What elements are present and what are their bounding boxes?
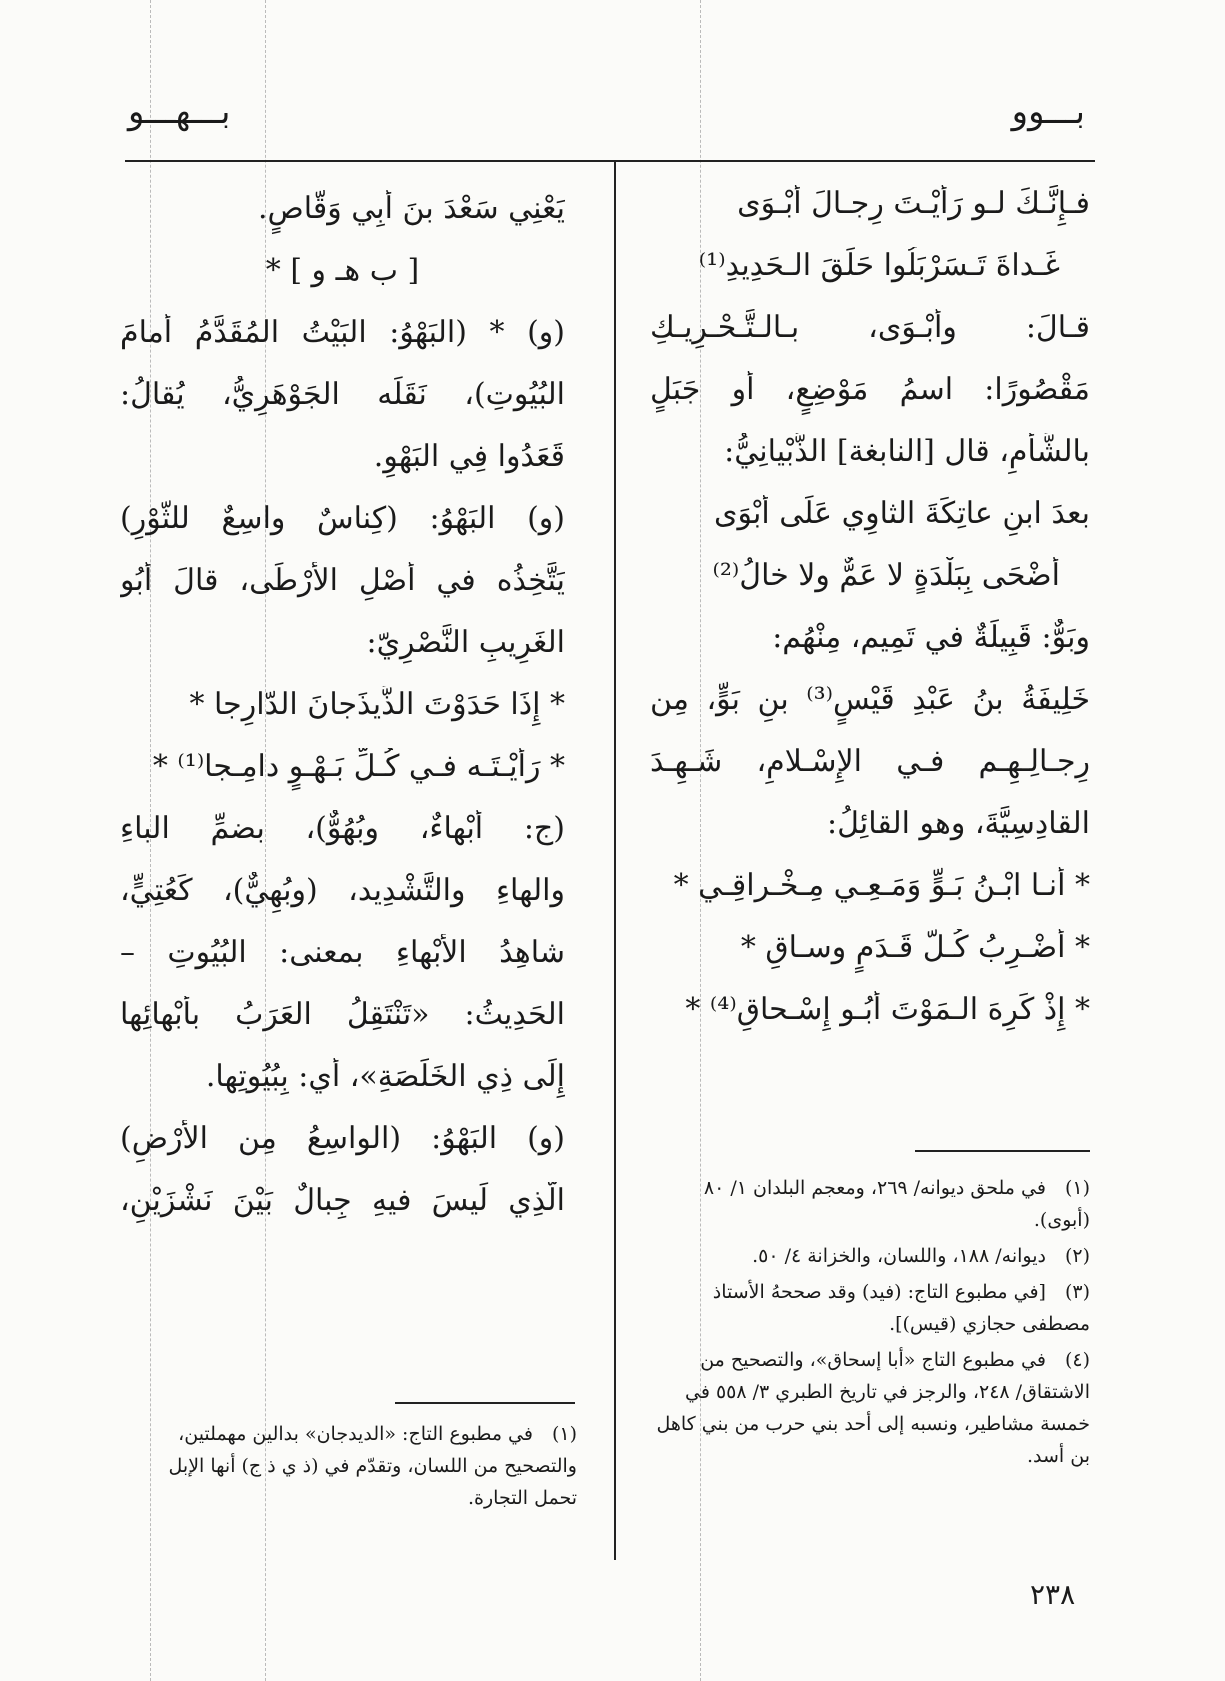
footnotes-left	[132, 1418, 577, 1518]
footnote-text: ديوانه/ ١٨٨، واللسان، والخزانة ٤/ ٥٠.	[752, 1245, 1046, 1267]
text-line: وبَوٌّ: قَبِيلَةٌ في تَمِيم، مِنْهُم:	[772, 620, 1090, 655]
text-line: القادِسِيَّةَ، وهو القائِلُ:	[827, 806, 1090, 841]
footnote	[650, 1240, 1090, 1272]
footnote-number: (١)	[551, 1423, 577, 1445]
text-line: قـالَ: وأَبْـوَى، بـالـتَّـحْـرِيـكِ	[650, 310, 1090, 345]
text-line: يَتَّخِذُه في أَصْلِ الأَرْطَى، قالَ أَبُو	[120, 563, 565, 598]
text-line: الغَرِيبِ النَّصْرِيّ:	[366, 625, 565, 660]
text-line: بالشَّأمِ، قال [النابغة] الذُّبْيانِيُّ:	[724, 434, 1090, 469]
footnote-number: (٣)	[1064, 1281, 1090, 1303]
text-line: (ج: أَبْهاءٌ، وبُهُوٌّ)، بضمِّ الباءِ	[120, 811, 565, 846]
text-line: مَقْصُورًا: اسمُ مَوْضِعٍ، أَو جَبَلٍ	[650, 372, 1090, 407]
text-line: إِلَى ذِي الخَلَصَةِ»، أي: بِبُيُوتِها.	[205, 1059, 565, 1094]
text-line: (و) * (البَهْوُ: البَيْتُ المُقَدَّمُ أَمامَ	[120, 315, 565, 350]
text-line: أَضْحَى بِبَلْدَةٍ لا عَمٌّ ولا خالُ⁽²⁾	[712, 558, 1060, 593]
footnote	[132, 1418, 577, 1514]
page-number: ٢٣٨	[1030, 1578, 1076, 1611]
text-line: فـإِنَّـكَ لـو رَأَيْـتَ رِجـالَ أَبْـوَى	[737, 186, 1090, 221]
verse-line: * إِذْ كَرِهَ الـمَوْتَ أَبُـو إِسْـحاقِ⁽⁴⁾ *	[685, 992, 1090, 1027]
left-column	[120, 190, 565, 1244]
text-line: الحَدِيثُ: «تَنْتَقِلُ العَرَبُ بأَبْهائِها	[120, 997, 565, 1032]
text-line: يَعْنِي سَعْدَ بنَ أَبِي وَقّاصٍ.	[257, 191, 565, 226]
footnote-number: (٢)	[1064, 1245, 1090, 1267]
footnote-rule	[395, 1402, 575, 1404]
verse-line: * أَنـا ابْـنُ بَـوٍّ وَمَـعِـي مِـخْـراقِـي *	[673, 868, 1090, 903]
verse-line: * إِذَا حَدَوْتَ الذَّيذَجانَ الدّارِجا *	[189, 687, 565, 722]
text-line: والهاءِ والتَّشْدِيد، (وبُهِيٌّ)، كَعُتِيٍّ،	[120, 873, 565, 908]
footnote	[650, 1172, 1090, 1236]
text-line: غَـداةَ تَـسَرْبَلُوا حَلَقَ الـحَدِيدِ⁽¹⁾	[698, 248, 1060, 283]
footnote-number: (١)	[1064, 1177, 1090, 1199]
text-line: (و) البَهْوُ: (الواسِعُ مِن الأَرْضِ)	[120, 1121, 565, 1156]
footnote-number: (٤)	[1064, 1349, 1090, 1371]
right-column	[650, 185, 1090, 1053]
text-line: بعدَ ابنِ عاتِكَةَ الثاوِي عَلَى أَبْوَى	[714, 496, 1090, 531]
footnote-text: في مطبوع التاج: «الديدجان» بدالين مهملتين، والتصحيح من اللسان، وتقدّم في (ذ ي ذ ج) أنها الإبل تحمل التجارة.	[168, 1423, 577, 1509]
text-line: خَلِيفَةُ بنُ عَبْدِ قَيْسٍ⁽³⁾ بنِ بَوٍّ، مِن	[650, 682, 1090, 717]
footnote-text: [في مطبوع التاج: (فيد) وقد صححهُ الأستاذ مصطفى حجازي (قيس)].	[712, 1281, 1090, 1335]
footnotes-right	[650, 1172, 1090, 1476]
footnote	[650, 1276, 1090, 1340]
text-line: (و) البَهْوُ: (كِناسٌ واسِعٌ للثَّوْرِ)	[120, 501, 565, 536]
footnote-text: في ملحق ديوانه/ ٢٦٩، ومعجم البلدان ١/ ٨٠ (أبوى).	[703, 1177, 1090, 1231]
verse-line: * رَأَيْـتَـه فـي كُـلِّ بَـهْـوٍ دامِـجا⁽¹⁾ *	[152, 749, 565, 784]
footnote-rule	[915, 1150, 1090, 1152]
header-rule	[125, 160, 1095, 162]
text-line: قَعَدُوا فِي البَهْوِ.	[373, 439, 565, 474]
column-divider	[614, 160, 616, 1560]
text-line: الَّذِي لَيسَ فيهِ جِبالٌ بَيْنَ نَشْزَيْنِ،	[120, 1183, 565, 1218]
verse-line: * أَضْـرِبُ كُـلَّ قَـدَمٍ وسـاقِ *	[740, 930, 1090, 965]
footnote	[650, 1344, 1090, 1472]
text-line: رِجـالِـهِـم فـي الإِسْـلامِ، شَـهِـدَ	[650, 744, 1090, 779]
text-line: البُيُوتِ)، نَقَلَه الجَوْهَرِيُّ، يُقالُ:	[120, 377, 565, 412]
header-root-right: بـــوو	[1011, 92, 1085, 132]
footnote-text: في مطبوع التاج «أبا إسحاق»، والتصحيح من الاشتقاق/ ٢٤٨، والرجز في تاريخ الطبري ٣/ ٥٥٨ في خمسة مشاطير، ونسبه إلى أحد بني حرب من بني كاهل بن أسد.	[656, 1349, 1090, 1467]
header-root-left: بـــهـــو	[128, 92, 231, 132]
entry-heading: [ ب هـ و ] *	[265, 253, 420, 288]
text-line: شاهِدُ الأَبْهاءِ بمعنى: البُيُوتِ –	[120, 935, 565, 970]
